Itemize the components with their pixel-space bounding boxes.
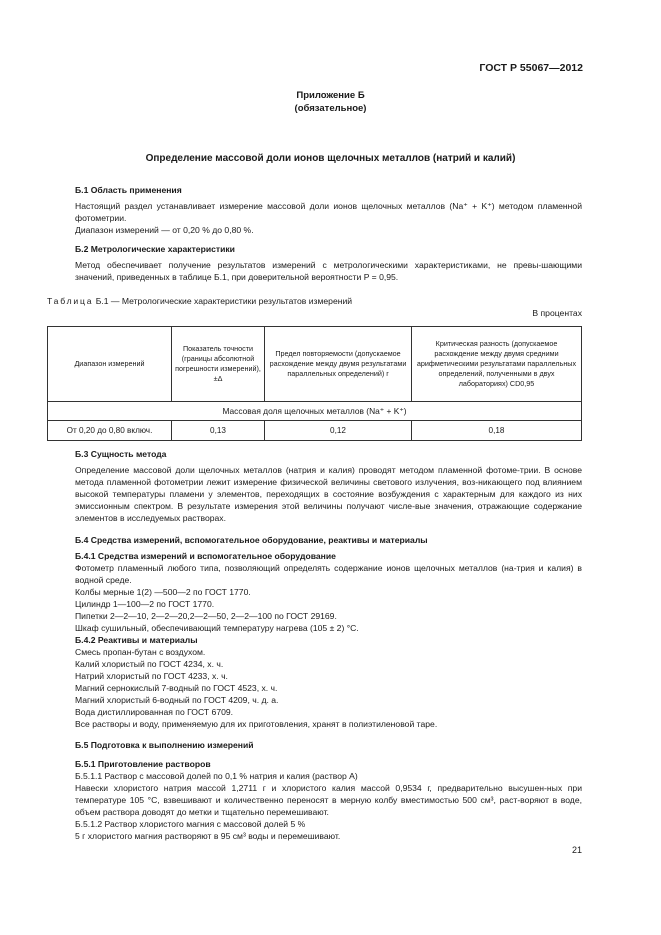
table-cell: 0,18 (412, 421, 582, 441)
b3-paragraph-1: Определение массовой доли щелочных металлов (натрия и калия) проводят методом пламенной фотоме-трии. В основе метода пламенной фотометрии лежит измерение физической величины светового излучения, воз-никающего под влиянием высокой температуры пламени у элементов, переходящих в состояние возбуждения с характерным для каждого из них эмиссионным спектром. В результате измерения этой величины получают числе-вые значения, отражающие содержание элементов в исследуемых растворах. (75, 465, 582, 523)
b42-item: Калий хлористый по ГОСТ 4234, х. ч. (75, 659, 224, 669)
section-heading-b3: Б.3 Сущность метода (75, 449, 167, 459)
table-group-cell: Массовая доля щелочных металлов (Na⁺ + K⁺) (48, 402, 582, 421)
table-row (48, 421, 582, 441)
b42-item: Смесь пропан-бутан с воздухом. (75, 647, 206, 657)
subsection-heading-b51: Б.5.1 Приготовление растворов (75, 759, 211, 769)
section-b3 (75, 448, 582, 524)
table-cell: 0,13 (172, 421, 265, 441)
b41-item: Шкаф сушильный, обеспечивающий температуру нагрева (105 ± 2) °С. (75, 623, 359, 633)
b42-item: Магний сернокислый 7-водный по ГОСТ 4523, х. ч. (75, 683, 278, 693)
section-b5 (75, 739, 582, 842)
annex-name: Приложение Б (296, 90, 365, 101)
b1-paragraph-1: Настоящий раздел устанавливает измерение массовой доли ионов щелочных металлов (Na⁺ + K⁺) методом пламенной фотометрии. (75, 201, 582, 223)
section-heading-b4: Б.4 Средства измерений, вспомогательное оборудование, реактивы и материалы (75, 535, 428, 545)
table-units: В процентах (532, 308, 582, 318)
b41-item: Колбы мерные 1(2) —500—2 по ГОСТ 1770. (75, 587, 251, 597)
section-heading-b1: Б.1 Область применения (75, 185, 182, 195)
table-group-row (48, 402, 582, 421)
b42-item: Вода дистиллированная по ГОСТ 6709. (75, 707, 234, 717)
table-caption (47, 296, 352, 306)
section-heading-b2: Б.2 Метрологические характеристики (75, 244, 235, 254)
b42-item: Магний хлористый 6-водный по ГОСТ 4209, ч. д. а. (75, 695, 279, 705)
b1-paragraph-2: Диапазон измерений — от 0,20 % до 0,80 %. (75, 225, 254, 235)
table-caption-text: Б.1 — Метрологические характеристики результатов измерений (95, 296, 353, 306)
table-header-cell: Критическая разность (допускаемое расхождение между двумя средними арифметическими результатами параллельных определений, полученными в двух лабораториях) CD0,95 (412, 327, 582, 402)
metrology-table (47, 326, 582, 441)
subsection-heading-b41: Б.4.1 Средства измерений и вспомогательное оборудование (75, 551, 336, 561)
annex-title: Определение массовой доли ионов щелочных металлов (натрий и калий) (145, 153, 516, 164)
b41-item: Цилиндр 1—100—2 по ГОСТ 1770. (75, 599, 215, 609)
b42-item: Все растворы и воду, применяемую для их приготовления, хранят в полиэтиленовой таре. (75, 719, 438, 729)
table-header-cell: Показатель точности (границы абсолютной погрешности измерений), ±Δ (172, 327, 265, 402)
b41-item: Пипетки 2—2—10, 2—2—20,2—2—50, 2—2—100 по ГОСТ 29169. (75, 611, 337, 621)
b42-item: Натрий хлористый по ГОСТ 4233, х. ч. (75, 671, 228, 681)
b2-paragraph-1: Метод обеспечивает получение результатов измерений с метрологическими характеристиками, не превы-шающими значений, приведенных в таблице Б.1, при доверительной вероятности P = 0,95. (75, 260, 582, 282)
table-cell: От 0,20 до 0,80 включ. (48, 421, 172, 441)
annex-status: (обязательное) (294, 103, 367, 114)
b41-item: Фотометр пламенный любого типа, позволяющий определять содержание ионов щелочных металлов (на-трия и калия) в водной среде. (75, 563, 582, 585)
table-header-row (48, 327, 582, 402)
section-b4 (75, 534, 582, 730)
section-b1-b2 (75, 184, 582, 283)
table-header-cell: Диапазон измерений (48, 327, 172, 402)
section-heading-b5: Б.5 Подготовка к выполнению измерений (75, 740, 254, 750)
page-number: 21 (571, 845, 582, 855)
table-header-cell: Предел повторяемости (допускаемое расхождение между двумя результатами параллельных определений) r (265, 327, 412, 402)
b512-heading: Б.5.1.2 Раствор хлористого магния с массовой долей 5 % (75, 819, 306, 829)
b511-text: Навески хлористого натрия массой 1,2711 г и хлористого калия массой 0,9534 г, предварительно высушен-ных при температуре 105 °С, взвешивают и количественно переносят в мерную колбу вместимостью 500 см³, раст-воряют в воде, объем раствора доводят до метки и тщательно перемешивают. (75, 783, 582, 817)
b512-text: 5 г хлористого магния растворяют в 95 см³ воды и перемешивают. (75, 831, 341, 841)
b511-heading: Б.5.1.1 Раствор с массовой долей по 0,1 % натрия и калия (раствор А) (75, 771, 358, 781)
table-caption-label: Таблица (47, 296, 94, 306)
table-cell: 0,12 (265, 421, 412, 441)
subsection-heading-b42: Б.4.2 Реактивы и материалы (75, 635, 198, 645)
standard-number: ГОСТ Р 55067—2012 (479, 62, 583, 74)
